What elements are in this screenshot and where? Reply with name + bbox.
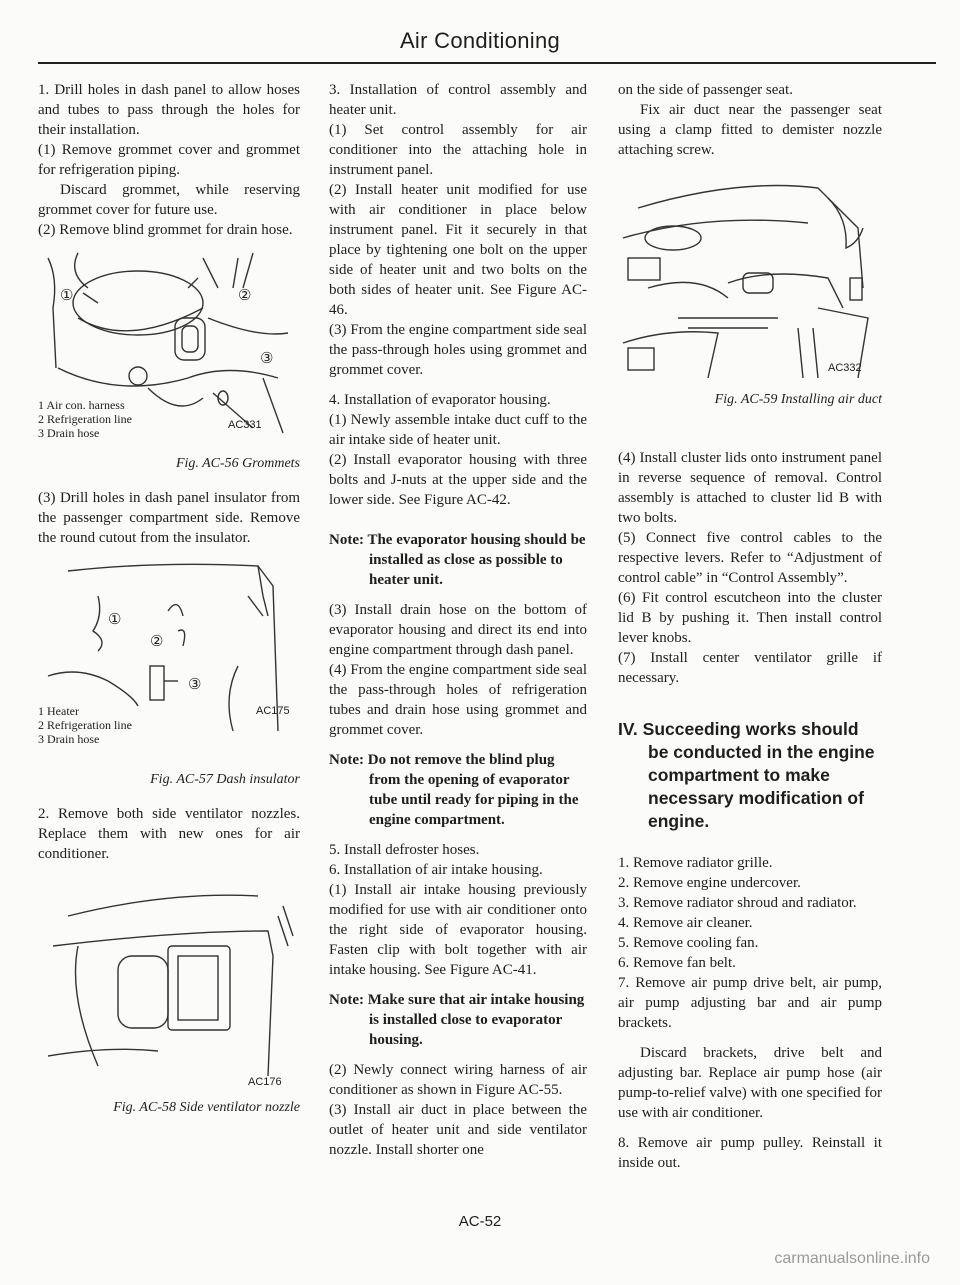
paragraph: (6) Fit control escutcheon into the cluster lid B by pushing it. Then install control lever knobs. [618, 590, 882, 646]
figure-caption: Fig. AC-57 Dash insulator [150, 772, 300, 787]
figure-legend: 1 Heater 2 Refrigeration line 3 Drain hose [38, 704, 132, 746]
note: Note: The evaporator housing should be installed as close as possible to heater unit. [329, 532, 586, 588]
list-item: 5. Remove cooling fan. [618, 935, 759, 951]
figure-ac57-dash-insulator [38, 556, 300, 794]
callout-2: ② [238, 288, 252, 304]
paragraph: Discard grommet, while reserving grommet cover for future use. [38, 182, 300, 218]
note: Note: Make sure that air intake housing is installed close to evaporator housing. [329, 992, 585, 1048]
figure-caption: Fig. AC-59 Installing air duct [714, 392, 882, 407]
callout-3: ③ [188, 677, 202, 693]
watermark: carmanualsonline.info [774, 1250, 930, 1267]
note: Note: Do not remove the blind plug from the opening of evaporator tube until ready for piping in the engine compartment. [329, 752, 579, 828]
list-item: 4. Remove air cleaner. [618, 915, 753, 931]
figure-ac59-installing-air-duct [618, 178, 882, 428]
paragraph: (2) Install heater unit modified for use with air conditioner in place below instrument panel. Fit it securely in that place by tightening one bolt on the upper side of heater unit and two bolts on the both sides of heater unit. See Figure AC-46. [329, 182, 587, 318]
callout-1: ① [60, 288, 74, 304]
paragraph: (3) Install drain hose on the bottom of evaporator housing and direct its end into engine compartment through dash panel. [329, 602, 587, 658]
paragraph: (1) Set control assembly for air conditioner into the attaching hole in instrument panel. [329, 122, 587, 178]
page-header: Air Conditioning [399, 28, 561, 53]
paragraph: on the side of passenger seat. [618, 82, 793, 98]
list-item: 2. Remove engine undercover. [618, 875, 801, 891]
paragraph: (1) Install air intake housing previously modified for use with air conditioner onto the right side of evaporator housing. Fasten clip with bolt together with air intake housing. See Figure AC-41. [329, 882, 587, 978]
paragraph: (3) From the engine compartment side seal the pass-through holes using grommet and grommet cover. [329, 322, 587, 378]
paragraph: (1) Remove grommet cover and grommet for refrigeration piping. [38, 142, 300, 178]
callout-2: ② [150, 634, 164, 650]
figure-ac58-side-ventilator-nozzle [38, 876, 300, 1116]
paragraph: (3) Drill holes in dash panel insulator from the passenger compartment side. Remove the round cutout from the insulator. [38, 490, 300, 546]
list-item: 3. Remove radiator shroud and radiator. [618, 895, 857, 911]
list-item: 1. Remove radiator grille. [618, 855, 773, 871]
list-item: 6. Remove fan belt. [618, 955, 736, 971]
page-number: AC-52 [458, 1213, 502, 1230]
column-left [38, 80, 300, 1116]
section-heading: IV. Succeeding works should be conducted in the engine compartment to make necessary modification of engine. [618, 719, 875, 831]
paragraph: (3) Install air duct in place between the outlet of heater unit and side ventilator nozzle. Install shorter one [329, 1102, 587, 1158]
paragraph: (2) Install evaporator housing with three bolts and J-nuts at the upper side and the lower side. See Figure AC-42. [329, 452, 587, 508]
paragraph: (4) From the engine compartment side seal the pass-through holes of refrigeration tubes and drain hose using grommet and grommet cover. [329, 662, 587, 738]
callout-3: ③ [260, 351, 274, 367]
callout-1: ① [108, 612, 122, 628]
paragraph: 4. Installation of evaporator housing. [329, 392, 551, 408]
column-right [618, 80, 882, 1173]
figure-legend: 1 Air con. harness 2 Refrigeration line 3 Drain hose [38, 398, 132, 440]
paragraph: Fix air duct near the passenger seat using a clamp fitted to demister nozzle attaching screw. [618, 102, 882, 158]
paragraph: 3. Installation of control assembly and heater unit. [329, 82, 587, 118]
paragraph: Discard brackets, drive belt and adjusting bar. Replace air pump hose (air pump-to-relief valve) with one specified for use with air conditioner. [618, 1045, 882, 1121]
paragraph: 5. Install defroster hoses. [329, 842, 480, 858]
figure-caption: Fig. AC-56 Grommets [175, 456, 300, 471]
list-item: 7. Remove air pump drive belt, air pump, air pump adjusting bar and air pump brackets. [618, 975, 882, 1031]
paragraph: (2) Newly connect wiring harness of air conditioner as shown in Figure AC-55. [329, 1062, 587, 1098]
column-middle [329, 80, 587, 1160]
figure-caption: Fig. AC-58 Side ventilator nozzle [113, 1100, 300, 1115]
figure-code: AC331 [228, 419, 262, 431]
paragraph: (7) Install center ventilator grille if necessary. [618, 650, 882, 686]
air-duct-illustration [618, 178, 882, 378]
ventilator-nozzle-illustration [38, 876, 300, 1076]
paragraph: 1. Drill holes in dash panel to allow hoses and tubes to pass through the holes for their installation. [38, 82, 300, 138]
figure-code: AC332 [828, 362, 862, 374]
figure-code: AC175 [256, 705, 290, 717]
paragraph: (1) Newly assemble intake duct cuff to the air intake side of heater unit. [329, 412, 587, 448]
paragraph: 6. Installation of air intake housing. [329, 862, 543, 878]
figure-ac56-grommets [38, 248, 300, 478]
figure-code: AC176 [248, 1076, 282, 1088]
paragraph: (2) Remove blind grommet for drain hose. [38, 222, 293, 238]
paragraph: (4) Install cluster lids onto instrument panel in reverse sequence of removal. Control assembly is attached to cluster lid B with two bolts. [618, 450, 882, 526]
paragraph: (5) Connect five control cables to the respective levers. Refer to “Adjustment of control cable” in “Control Assembly”. [618, 530, 882, 586]
header-rule [38, 62, 936, 64]
list-item: 8. Remove air pump pulley. Reinstall it inside out. [618, 1135, 882, 1171]
paragraph: 2. Remove both side ventilator nozzles. Replace them with new ones for air conditioner. [38, 806, 300, 862]
